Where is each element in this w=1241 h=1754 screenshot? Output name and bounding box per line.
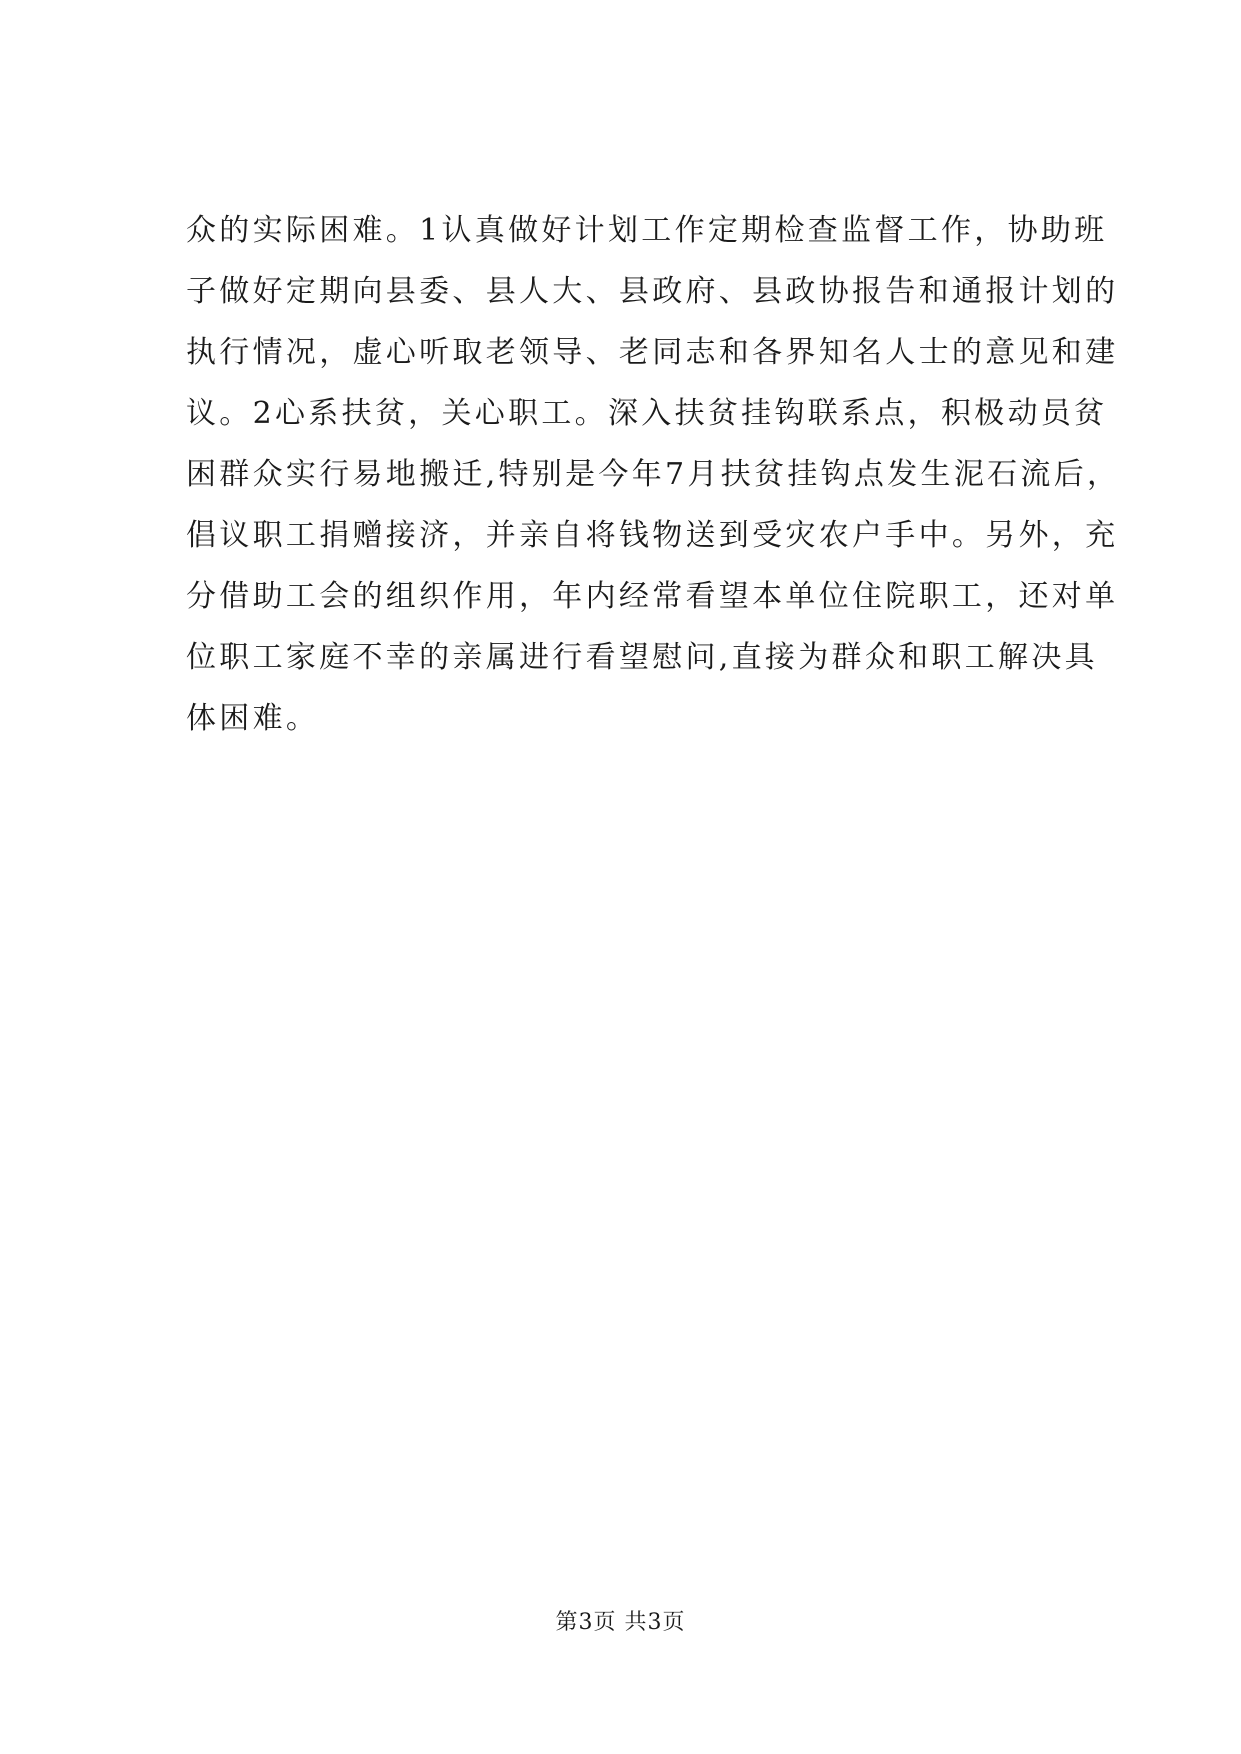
text-line: 困群众实行易地搬迁,特别是今年7月扶贫挂钩点发生泥石流后，: [186, 457, 1121, 492]
text-line: 众的实际困难。1认真做好计划工作定期检查监督工作，协助班: [186, 213, 1108, 248]
text-line: 体困难。: [186, 701, 320, 736]
text-line: 分借助工会的组织作用，年内经常看望本单位住院职工，还对单: [186, 579, 1119, 614]
text-line: 议。2心系扶贫，关心职工。深入扶贫挂钩联系点，积极动员贫: [186, 396, 1108, 431]
text-line: 子做好定期向县委、县人大、县政府、县政协报告和通报计划的: [186, 274, 1119, 309]
page-number-footer: 第3页 共3页: [555, 1610, 686, 1635]
text-line: 位职工家庭不幸的亲属进行看望慰问,直接为群众和职工解决具: [186, 640, 1098, 675]
text-line: 倡议职工捐赠接济，并亲自将钱物送到受灾农户手中。另外，充: [186, 518, 1119, 553]
text-line: 执行情况，虚心听取老领导、老同志和各界知名人士的意见和建: [186, 335, 1119, 370]
body-paragraph: [186, 200, 1121, 749]
